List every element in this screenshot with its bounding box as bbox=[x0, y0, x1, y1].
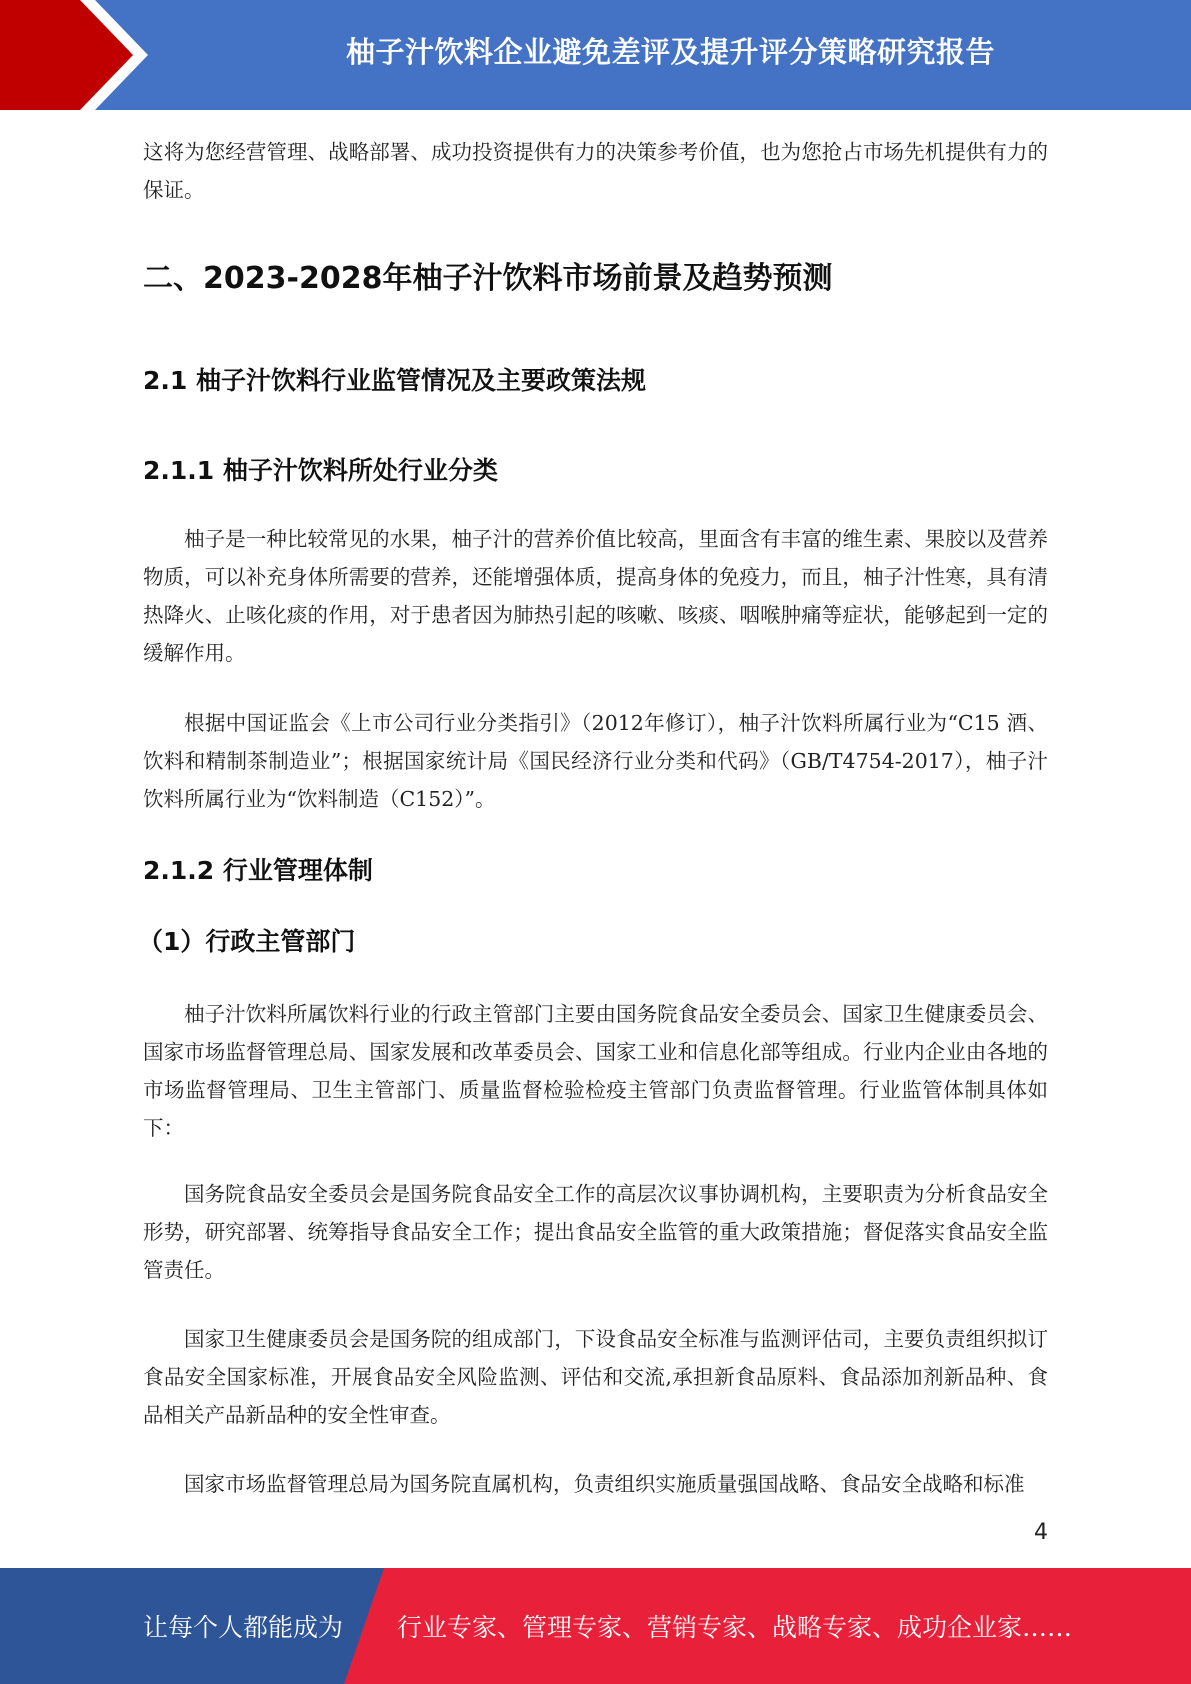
heading-2-1-2: 2.1.2 行业管理体制 bbox=[143, 856, 373, 885]
header-title: 柚子汁饮料企业避免差评及提升评分策略研究报告 bbox=[345, 34, 995, 69]
paragraph-pomelo-nutrition: 柚子是一种比较常见的水果，柚子汁的营养价值比较高，里面含有丰富的维生素、果胶以及营养物质，可以补充身体所需要的营养，还能增强体质，提高身体的免疫力，而且，柚子汁性寒，具有清热降火、止咳化痰的作用，对于患者因为肺热引起的咳嗽、咳痰、咽喉肿痛等症状，能够起到一定的缓解作用。 bbox=[143, 527, 1048, 665]
paragraph-food-safety-committee: 国务院食品安全委员会是国务院食品安全工作的高层次议事协调机构，主要职责为分析食品安全形势，研究部署、统筹指导食品安全工作；提出食品安全监管的重大政策措施；督促落实食品安全监管责任。 bbox=[143, 1182, 1048, 1282]
paragraph-health-commission: 国家卫生健康委员会是国务院的组成部门，下设食品安全标准与监测评估司，主要负责组织拟订食品安全国家标准，开展食品安全风险监测、评估和交流,承担新食品原料、食品添加剂新品种、食品相关产品新品种的安全性审查。 bbox=[143, 1327, 1048, 1427]
footer-slogan-right: 行业专家、管理专家、营销专家、战略专家、成功企业家…… bbox=[397, 1613, 1073, 1642]
paragraph-industry-classification: 根据中国证监会《上市公司行业分类指引》（2012年修订），柚子汁饮料所属行业为“C15 酒、饮料和精制茶制造业”；根据国家统计局《国民经济行业分类和代码》（GB/T4754-2017），柚子汁饮料所属行业为“饮料制造（C152）”。 bbox=[143, 711, 1048, 811]
footer-slogan-left: 让每个人都能成为 bbox=[143, 1613, 344, 1642]
page-number: 4 bbox=[1034, 1520, 1048, 1545]
heading-2-1: 2.1 柚子汁饮料行业监管情况及主要政策法规 bbox=[143, 366, 646, 395]
heading-2-1-1: 2.1.1 柚子汁饮料所处行业分类 bbox=[143, 456, 498, 485]
paragraph-market-regulation: 国家市场监督管理总局为国务院直属机构，负责组织实施质量强国战略、食品安全战略和标准 bbox=[184, 1472, 1025, 1496]
section-heading-2: 二、2023-2028年柚子汁饮料市场前景及趋势预测 bbox=[143, 261, 833, 296]
page-header bbox=[0, 0, 1191, 110]
page-footer bbox=[0, 1568, 1191, 1684]
intro-paragraph: 这将为您经营管理、战略部署、成功投资提供有力的决策参考价值，也为您抢占市场先机提供有力的保证。 bbox=[143, 140, 1048, 202]
heading-admin-department: （1）行政主管部门 bbox=[138, 927, 356, 956]
paragraph-regulators: 柚子汁饮料所属饮料行业的行政主管部门主要由国务院食品安全委员会、国家卫生健康委员会、国家市场监督管理总局、国家发展和改革委员会、国家工业和信息化部等组成。行业内企业由各地的市场监督管理局、卫生主管部门、质量监督检验检疫主管部门负责监督管理。行业监管体制具体如下： bbox=[143, 1002, 1048, 1140]
